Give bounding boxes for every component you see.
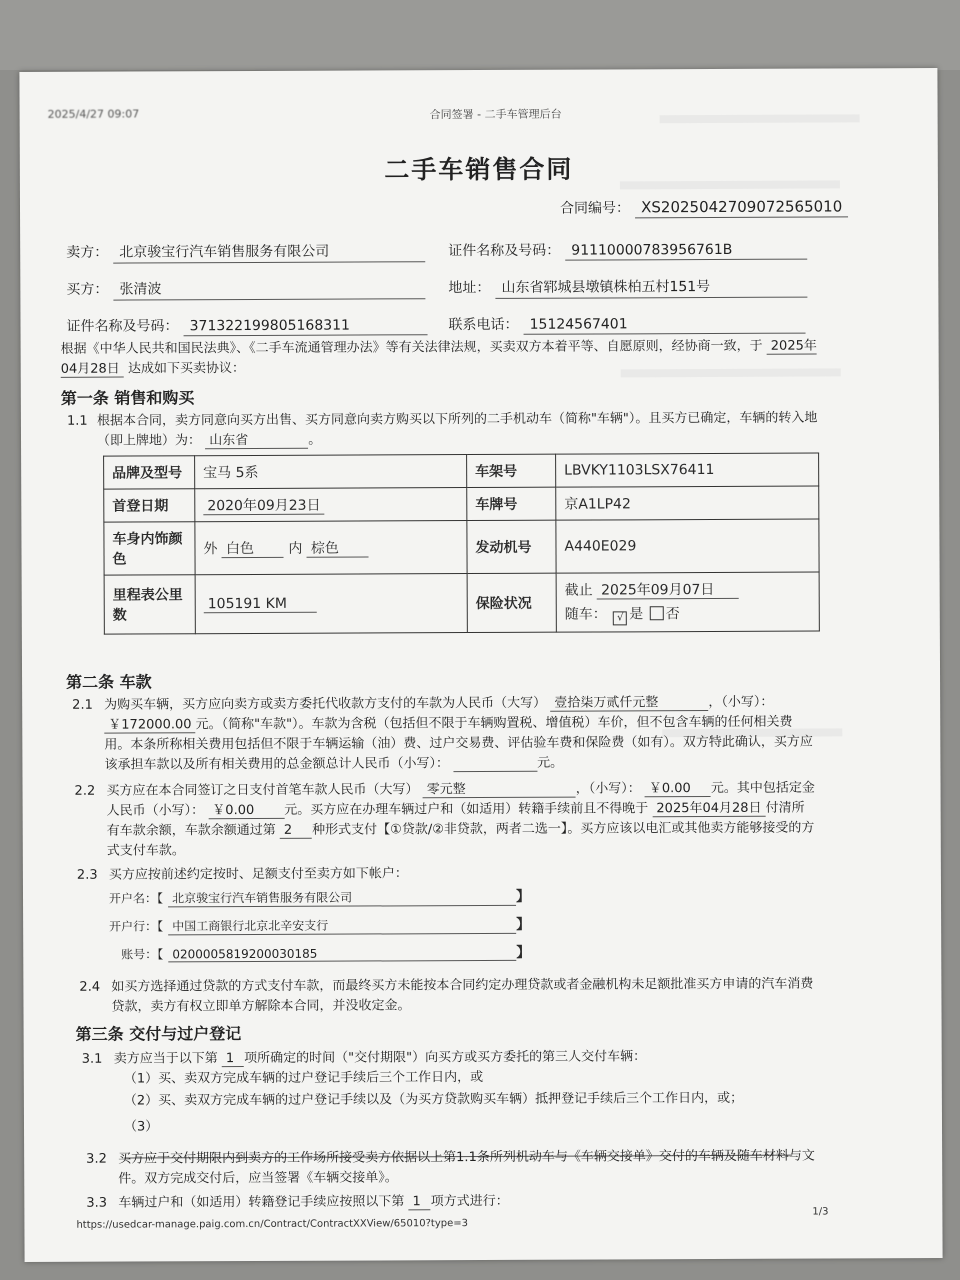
insurance-until-row <box>565 579 811 600</box>
interior-color: 棕色 <box>307 540 369 557</box>
clause-2-2-text-f: 种形式支付【①贷款/②非贷款，两者二选一】。买方应该以电汇或其他卖方能够接受的方式支付车款。 <box>106 820 815 859</box>
with-car-row <box>565 603 811 626</box>
buyer-label: 买方： <box>66 281 109 298</box>
clause-3-1-text-a: 卖方应当于以下第 <box>113 1051 218 1067</box>
deposit-amount: ￥0.00 <box>208 803 284 819</box>
seller-id-row <box>448 239 807 262</box>
insurance-until-label: 截止 <box>564 582 593 599</box>
seller-id: 91110000783956761B <box>565 242 807 261</box>
clause-3-3-number: 3.3 <box>86 1195 108 1211</box>
mileage-value: 105191 KM <box>204 596 317 613</box>
contract-number-row <box>560 196 848 218</box>
clause-2-2-text-c: 元。其中包括定金人民币（小写）： <box>106 780 815 819</box>
insurance-cell <box>556 572 819 632</box>
clause-3-1 <box>114 1047 820 1070</box>
clause-2-2-text-d: 元。买方应在办理车辆过户和（如适用）转籍手续前且不得晚于 <box>284 801 649 818</box>
clause-1-1 <box>97 408 827 451</box>
clause-2-2-number: 2.2 <box>74 783 96 799</box>
insurance-label: 保险状况 <box>467 573 556 632</box>
account-name-bracket: 】 <box>516 888 531 905</box>
clause-3-3-text-a: 车辆过户和（如适用）转籍登记手续应按照以下第 <box>118 1194 405 1211</box>
contract-title: 二手车销售合同 <box>384 154 574 185</box>
mileage-label: 里程表公里数 <box>104 575 195 634</box>
with-car-label: 随车： <box>564 606 607 623</box>
account-bank-row <box>109 914 530 936</box>
clause-3-1-number: 3.1 <box>81 1051 103 1067</box>
clause-3-3 <box>118 1191 822 1214</box>
contract-number-label: 合同编号： <box>559 200 631 217</box>
clause-2-1-text-d: 元。 <box>537 755 564 771</box>
buyer-phone-label: 联系电话： <box>448 316 519 334</box>
yes-label: 是 <box>629 606 644 623</box>
page-number: 1/3 <box>812 1206 829 1218</box>
clause-2-1-text-a: 为购买车辆，买方应向卖方或卖方委托代收款方支付的车款为人民币（大写） <box>104 695 547 713</box>
engine-value: A440E029 <box>556 519 819 573</box>
account-number: 0200005819200030185 <box>168 946 516 963</box>
total-upper: 壹拾柒万贰仟元整 <box>550 695 708 712</box>
delivery-option-number: 1 <box>222 1051 244 1067</box>
print-datetime: 2025/4/27 09:07 <box>47 107 140 121</box>
buyer-address-label: 地址： <box>448 279 491 297</box>
clause-2-3-text: 买方应按前述约定按时、足额支付至卖方如下帐户： <box>108 866 408 883</box>
contract-page <box>19 68 942 1262</box>
reg-date-cell <box>195 488 467 522</box>
seller-row <box>66 240 425 264</box>
plate-label: 车牌号 <box>467 487 556 520</box>
first-payment-lower: ￥0.00 <box>645 781 711 797</box>
account-number-bracket: 】 <box>516 944 531 961</box>
account-name: 北京骏宝行汽车销售服务有限公司 <box>168 888 516 908</box>
first-payment-upper: 零元整 <box>423 782 576 799</box>
buyer-id-row <box>66 314 427 337</box>
clause-2-3-number: 2.3 <box>76 867 98 883</box>
account-bank-bracket: 】 <box>516 916 531 933</box>
account-bank-label: 开户行：【 <box>109 919 164 934</box>
brand-label: 品牌及型号 <box>104 456 195 489</box>
intro-text: 根据《中华人民共和国民法典》、《二手车流通管理办法》等有关法律法规，买卖双方本着平等、自愿原则，经协商一致，于 <box>60 338 763 357</box>
seller-id-label: 证件名称及号码： <box>448 242 561 260</box>
table-row <box>104 519 819 575</box>
buyer-phone-row <box>448 313 805 336</box>
buyer-address-row <box>448 276 807 300</box>
table-row <box>104 486 819 522</box>
balance-deadline: 2025年04月28日 <box>652 801 765 817</box>
reg-date-label: 首登日期 <box>104 489 195 522</box>
engine-label: 发动机号 <box>467 520 556 573</box>
footer-url: https://usedcar-manage.paig.com.cn/Contract/ContractXXView/65010?type=3 <box>76 1218 469 1231</box>
clause-2-2-text-e: 付清所有车款余额，车款余额通过第 <box>106 800 805 839</box>
account-name-label: 开户名：【 <box>108 891 164 906</box>
clause-1-1-text: 根据本合同，卖方同意向买方出售、买方同意向卖方购买以下所列的二手机动车（简称"车辆"）。且买方已确定，车辆的转入地（即上牌地）为： <box>96 410 818 449</box>
clause-3-1-text-b: 项所确定的时间（"交付期限"）向买方或买方委托的第三人交付车辆： <box>244 1049 647 1067</box>
payment-method-number: 2 <box>280 823 312 839</box>
account-number-label: 账号：【 <box>121 947 164 962</box>
buyer-address: 山东省郓城县墩镇株柏五村151号 <box>495 276 807 299</box>
no-label: 否 <box>665 606 680 623</box>
color-label: 车身内饰颜色 <box>104 522 195 575</box>
clause-2-1-number: 2.1 <box>72 697 93 713</box>
table-row <box>104 453 819 489</box>
clause-2-1-text-c: 元。（简称"车款"）。车款为含税（包括但不限于车辆购置税、增值税）车价，但不包含车辆的任何相关费用。本条所称相关费用包括但不限于车辆运输（油）费、过户交易费、评估验车费和保险费（如有）。双方特此确认，买方应该承担车款以及所有相关费用的总金额总计人民币（小写）： <box>104 714 813 773</box>
vehicle-table <box>103 453 820 635</box>
account-number-row <box>121 942 530 964</box>
intro-text-end: 达成如下买卖协议： <box>127 361 245 377</box>
insurance-until: 2025年09月07日 <box>597 582 738 600</box>
clause-3-3-text-b: 项方式进行： <box>430 1193 509 1210</box>
mileage-cell <box>195 574 467 634</box>
clause-2-4-number: 2.4 <box>79 979 101 995</box>
clause-1-1-end: 。 <box>308 432 322 448</box>
interior-prefix: 内 <box>288 540 303 557</box>
clause-2-2-text-a: 买方应在本合同签订之日支付首笔车款人民币（大写） <box>106 782 419 799</box>
transfer-location: 山东省 <box>205 433 308 449</box>
clause-3-2-text: 买方应于交付期限内到卖方的工作场所接受卖方依据以上第1.1条所列机动车与《车辆交接单》交付的车辆及随车材料与文件。双方完成交付后，应当签署《车辆交接单》。 <box>118 1148 815 1187</box>
intro-paragraph <box>61 337 821 380</box>
background-top <box>0 0 960 70</box>
color-cell <box>195 521 467 575</box>
clause-2-4-text: 如买方选择通过贷款的方式支付车款，而最终买方未能按本合同约定办理贷款或者金融机构未足额批准买方申请的汽车消费贷款，卖方有权立即单方解除本合同，并没收定金。 <box>111 976 814 1015</box>
buyer-id: 371322199805168311 <box>184 317 428 336</box>
total-lower: ￥172000.00 <box>104 717 195 733</box>
exterior-prefix: 外 <box>203 541 218 558</box>
intro-date: 2025年04月28日 <box>60 338 817 377</box>
delivery-option-2: （2）买、卖双方完成车辆的过户登记手续以及（为买方贷款购买车辆）抵押登记手续后三个工作日内，或； <box>123 1090 744 1109</box>
delivery-option-1: （1）买、卖双方完成车辆的过户登记手续后三个工作日内，或 <box>123 1069 484 1087</box>
contract-number: XS2025042709072565010 <box>635 197 848 218</box>
print-page-title: 合同签署 - 二手车管理后台 <box>429 107 562 122</box>
reg-date-value: 2020年09月23日 <box>203 498 324 516</box>
clause-2-1 <box>104 693 816 776</box>
delivery-option-3-label: （3） <box>123 1119 159 1135</box>
account-name-row <box>109 886 530 908</box>
vin-value: LBVKY1103LSX76411 <box>556 453 819 487</box>
clause-1-1-number: 1.1 <box>66 413 88 429</box>
buyer-name: 张清波 <box>113 277 425 300</box>
bleed-through <box>660 114 860 123</box>
buyer-id-label: 证件名称及号码： <box>66 318 179 335</box>
seller-label: 卖方： <box>66 244 109 261</box>
checkbox-yes[interactable]: √ <box>613 611 627 625</box>
vin-label: 车架号 <box>467 454 556 487</box>
article1-heading: 第一条 销售和购买 <box>60 388 195 408</box>
plate-value: 京A1LP42 <box>556 486 819 520</box>
checkbox-no[interactable] <box>650 606 664 620</box>
article3-heading: 第三条 交付与过户登记 <box>75 1024 242 1044</box>
buyer-row <box>66 277 425 301</box>
table-row <box>104 572 819 634</box>
total-fees-blank <box>453 756 537 772</box>
transfer-option-number: 1 <box>408 1194 430 1210</box>
clause-2-1-text-b: ，（小写）： <box>708 694 774 711</box>
article2-heading: 第二条 车款 <box>66 672 152 692</box>
exterior-color: 白色 <box>222 541 284 558</box>
account-bank: 中国工商银行北京北辛安支行 <box>168 916 516 936</box>
seller-name: 北京骏宝行汽车销售服务有限公司 <box>113 240 425 263</box>
buyer-phone: 15124567401 <box>524 316 806 335</box>
clause-3-2-number: 3.2 <box>86 1151 107 1167</box>
clause-2-2-text-b: ，（小写）： <box>575 781 641 797</box>
clause-2-2 <box>107 779 817 862</box>
brand-value: 宝马 5系 <box>195 455 467 489</box>
